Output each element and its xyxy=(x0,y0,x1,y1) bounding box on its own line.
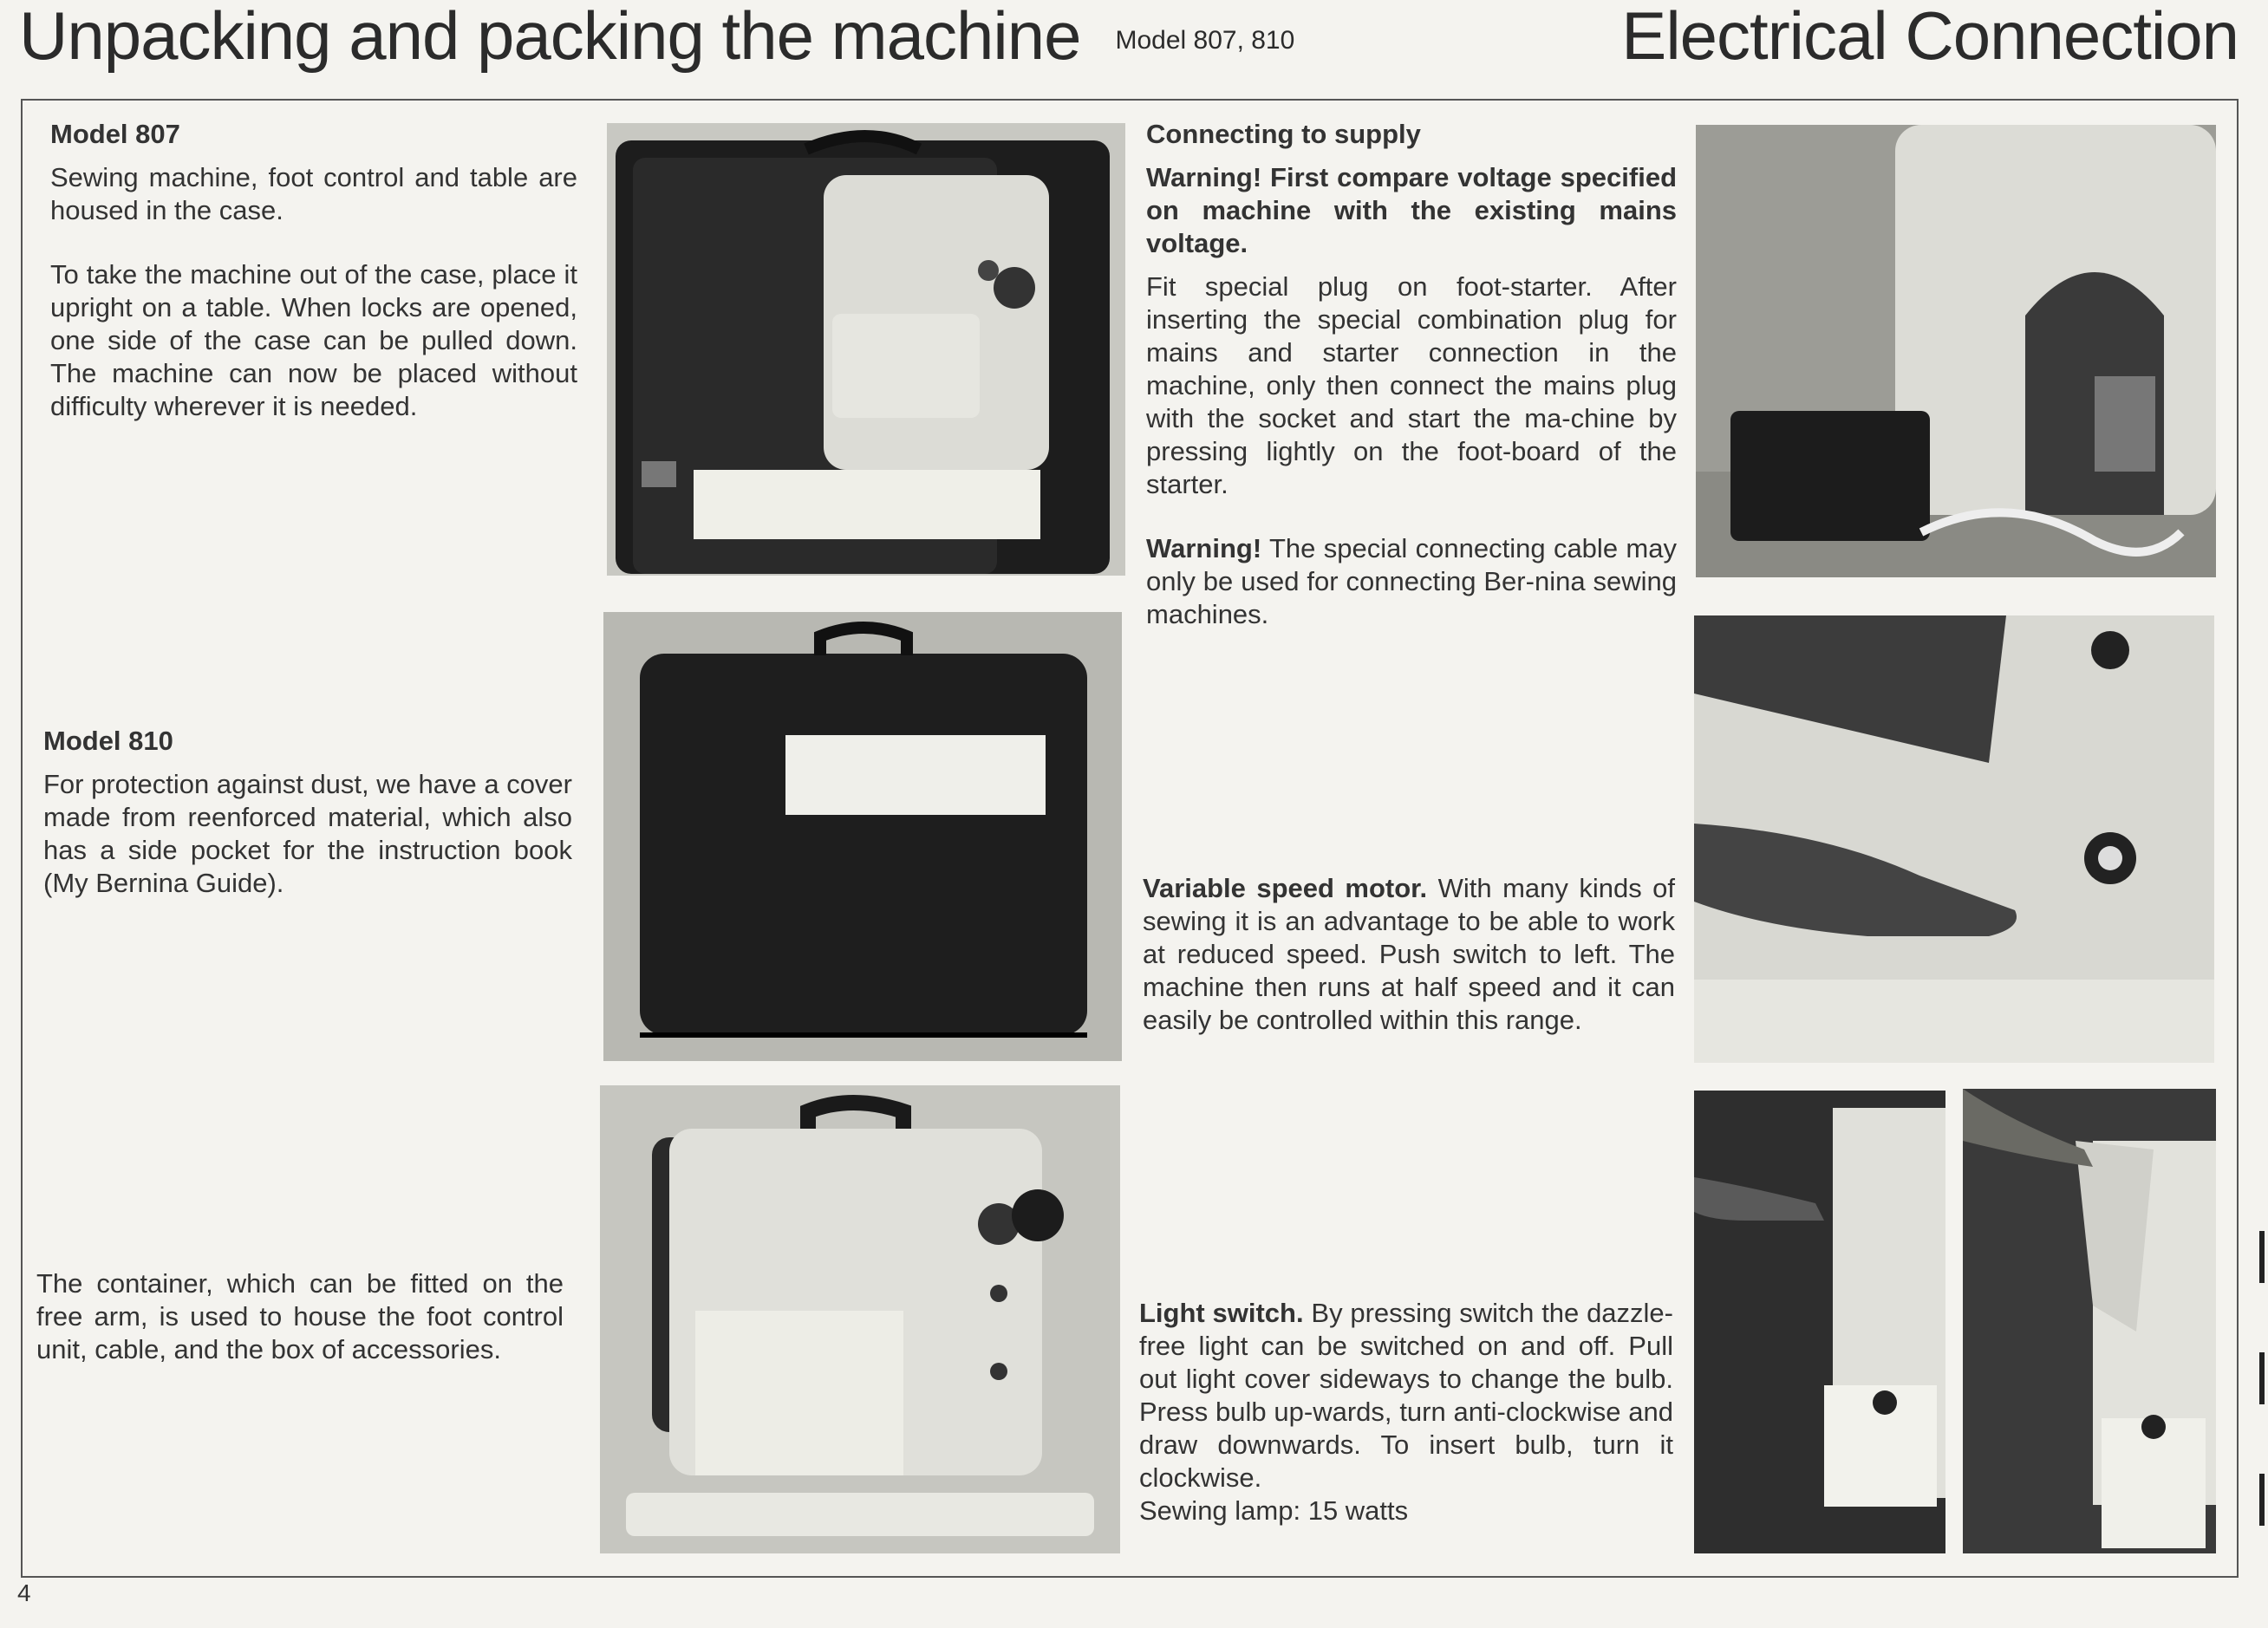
edge-mark xyxy=(2259,1352,2265,1404)
supply-warning2 xyxy=(1146,532,1677,631)
photo-speed-switch xyxy=(1694,615,2214,1063)
model-807-para1: Sewing machine, foot control and table are housed in the case. xyxy=(50,162,577,225)
speed-section xyxy=(1143,872,1675,1068)
page-title-right: Electrical Connection xyxy=(1621,0,2239,74)
edge-mark xyxy=(2259,1231,2265,1283)
model-810-heading: Model 810 xyxy=(43,726,173,756)
edge-mark xyxy=(2259,1474,2265,1526)
model-810-para1: For protection against dust, we have a cover made from reenforced material, which also has a side pocket for the instruction book (My Bernina Guide). xyxy=(43,769,572,898)
photo-container-free-arm xyxy=(600,1085,1120,1553)
model-807-section xyxy=(50,118,577,454)
model-807-heading: Model 807 xyxy=(50,119,180,149)
light-text: By pressing switch the dazzle-free light can be switched on and off. Pull out light cover sideways to change the bulb. Press bulb up-wards, turn anti-clockwise and draw downwards. To insert bulb, turn it clockwise. xyxy=(1139,1298,1673,1493)
speed-label: Variable speed motor. xyxy=(1143,873,1428,903)
supply-warning2-label: Warning! xyxy=(1146,533,1262,563)
page-number: 4 xyxy=(17,1579,31,1606)
page-title-left xyxy=(19,0,1294,76)
light-lamp: Sewing lamp: 15 watts xyxy=(1139,1495,1409,1526)
photo-foot-starter-connection xyxy=(1696,125,2216,577)
left-title-text: Unpacking and packing the machine xyxy=(19,0,1081,74)
light-para xyxy=(1139,1297,1673,1495)
left-subtitle: Model 807, 810 xyxy=(1115,26,1295,55)
light-label: Light switch. xyxy=(1139,1298,1304,1328)
photo-model-807-case xyxy=(607,123,1125,576)
container-section xyxy=(36,1267,564,1397)
photo-model-810-cover xyxy=(603,612,1122,1061)
supply-para1: Fit special plug on foot-starter. After inserting the special combination plug for mains and starter connection in the machine, only then connect the mains plug with the socket and start the ma-chine by pressing lightly on the foot-board of the starter. xyxy=(1146,271,1677,499)
supply-section xyxy=(1146,118,1677,662)
speed-text: With many kinds of sewing it is an advantage to be able to work at reduced speed. Push switch to left. The machine then runs at half speed and it can easily be controlled within this range. xyxy=(1143,873,1675,1035)
supply-warning2-text: The special connecting cable may only be used for connecting Ber-nina sewing machines. xyxy=(1146,533,1677,629)
container-para1: The container, which can be fitted on the free arm, is used to house the foot control unit, cable, and the box of accessories. xyxy=(36,1268,564,1364)
model-810-section xyxy=(43,725,572,931)
light-section xyxy=(1139,1297,1673,1527)
supply-warning1: Warning! First compare voltage specified on machine with the existing mains voltage. xyxy=(1146,162,1677,258)
speed-para xyxy=(1143,872,1675,1037)
supply-heading: Connecting to supply xyxy=(1146,119,1421,149)
photo-light-cover xyxy=(1963,1089,2216,1553)
photo-light-switch xyxy=(1694,1091,1945,1553)
model-807-para2: To take the machine out of the case, place it upright on a table. When locks are opened, one side of the case can be pulled down. The machine can now be placed without difficulty wherever it is needed. xyxy=(50,259,577,421)
